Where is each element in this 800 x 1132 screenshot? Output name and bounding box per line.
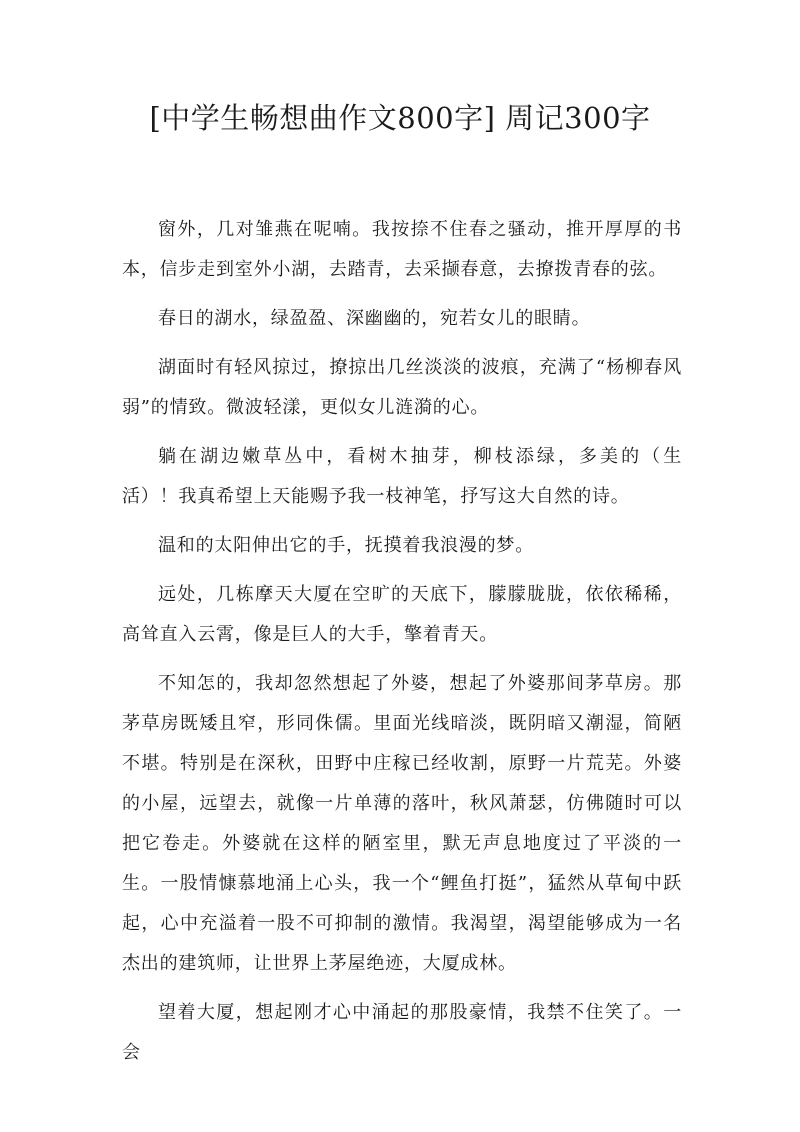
paragraph-5: 温和的太阳伸出它的手，抚摸着我浪漫的梦。 [158,535,534,556]
paragraph-8: 望着大厦，想起刚才心中涌起的那股豪情，我禁不住笑了。一会 [122,1002,682,1063]
paragraph-3: 湖面时有轻风掠过，撩掠出几丝淡淡的波痕，充满了“杨柳春风弱”的情致。微波轻漾，更似女儿涟漪的心。 [122,357,682,418]
paragraph-6: 远处，几栋摩天大厦在空旷的天底下，朦朦胧胧，依依稀稀，高耸直入云霄，像是巨人的大手，擎着青天。 [122,584,682,645]
paragraph-4: 躺在湖边嫩草丛中，看树木抽芽，柳枝添绿，多美的（生活）！我真希望上天能赐予我一枝神笔，抒写这大自然的诗。 [122,446,682,507]
paragraph-1: 窗外，几对雏燕在呢喃。我按捺不住春之骚动，推开厚厚的书本，信步走到室外小湖，去踏青，去采撷春意，去撩拨青春的弦。 [122,219,682,280]
paragraph-2: 春日的湖水，绿盈盈、深幽幽的，宛若女儿的眼睛。 [158,308,591,329]
document-title: [中学生畅想曲作文800字] 周记300字 [149,101,651,135]
paragraph-7: 不知怎的，我却忽然想起了外婆，想起了外婆那间茅草房。那茅草房既矮且窄，形同侏儒。里面光线暗淡，既阴暗又潮湿，简陋不堪。特别是在深秋，田野中庄稼已经收割，原野一片荒芜。外婆的小屋，远望去，就像一片单薄的落叶，秋风萧瑟，仿佛随时可以把它卷走。外婆就在这样的陋室里，默无声息地度过了平淡的一生。一股情慷慕地涌上心头，我一个“鲤鱼打挺”，猛然从草甸中跃起，心中充溢着一股不可抑制的激情。我渴望，渴望能够成为一名杰出的建筑师，让世界上茅屋绝迹，大厦成林。 [122,673,682,974]
document-body [122,210,682,1082]
